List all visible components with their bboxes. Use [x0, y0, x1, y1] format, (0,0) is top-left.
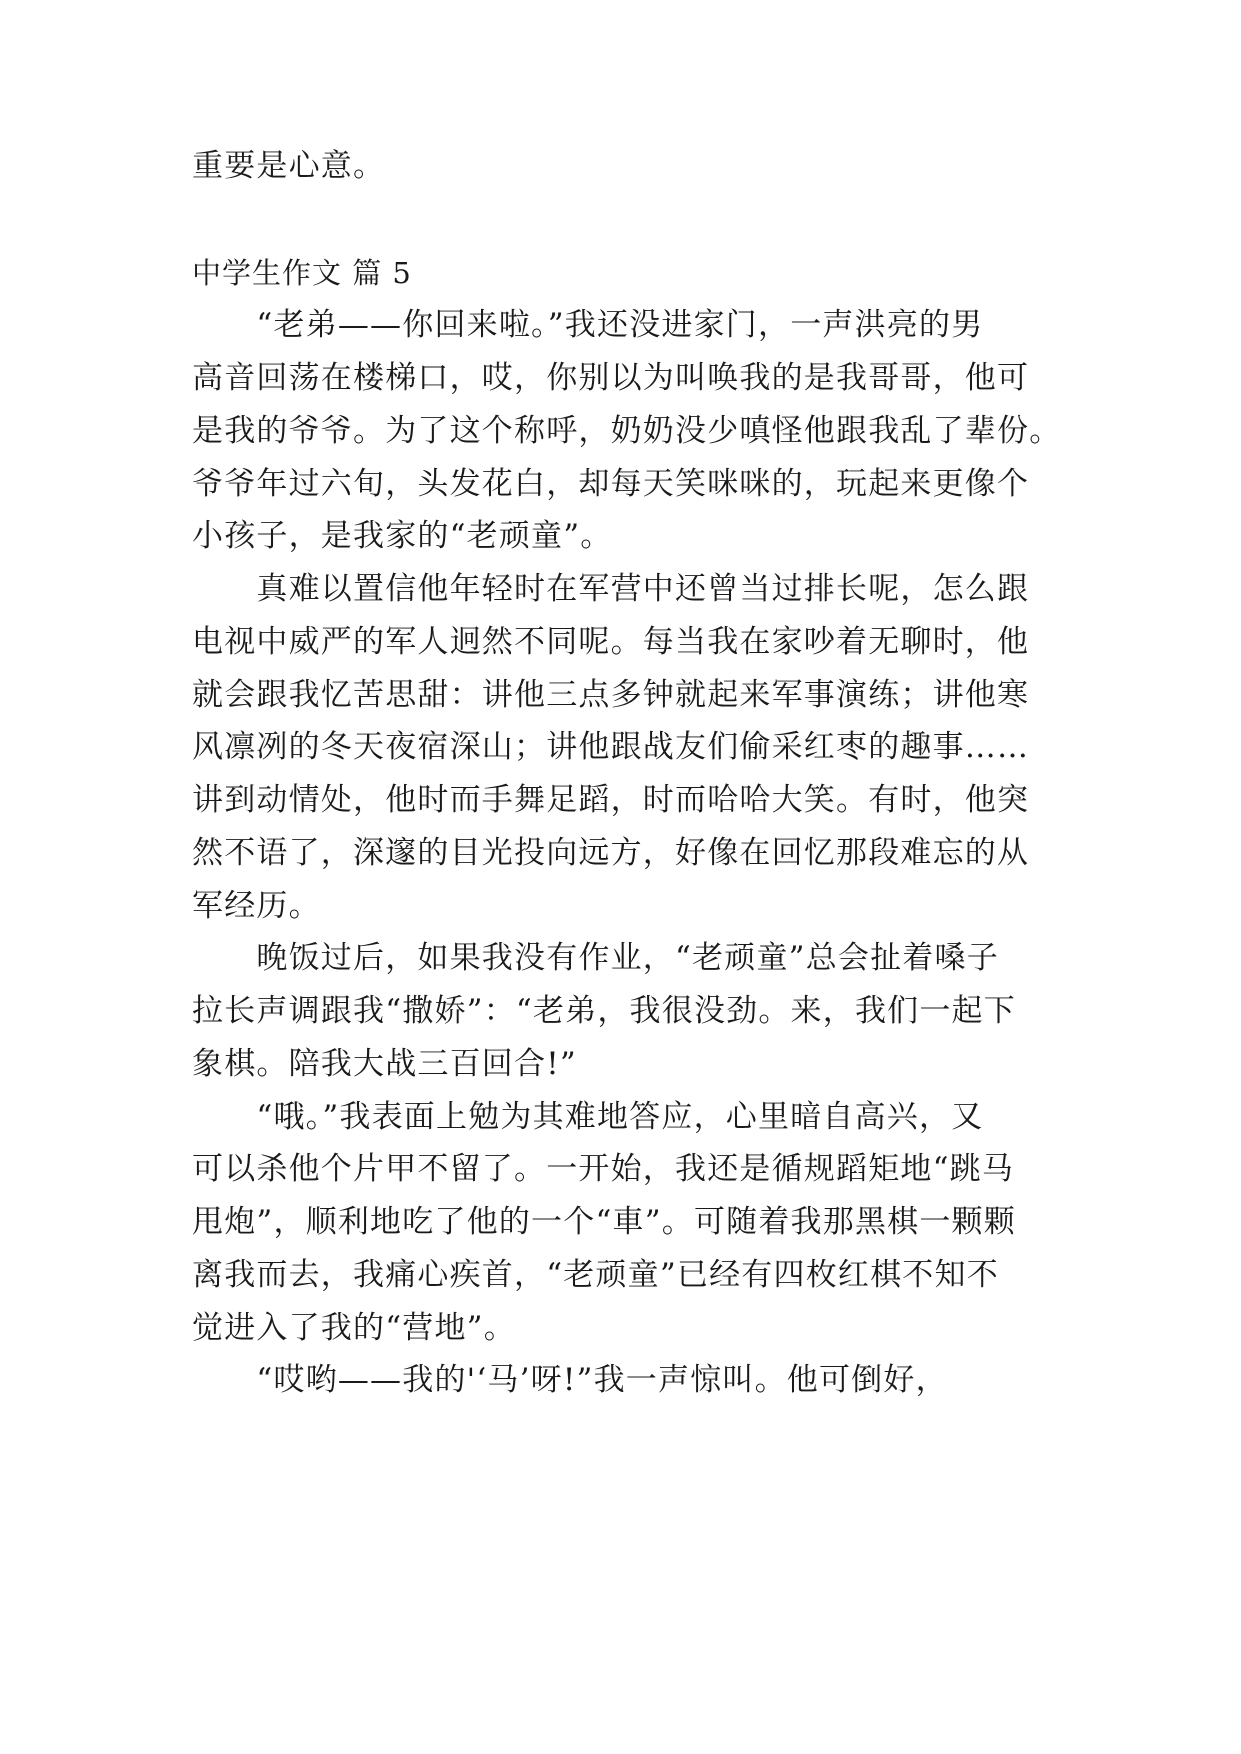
text-line: “哦。”我表面上勉为其难地答应，心里暗自高兴，又 [192, 1099, 984, 1135]
text-line: 军经历。 [192, 888, 321, 924]
text-line: 象棋。陪我大战三百回合!” [192, 1046, 577, 1082]
text-line: “哎哟——我的'‘马’呀!”我一声惊叫。他可倒好， [192, 1362, 948, 1398]
text-line: 是我的爷爷。为了这个称呼，奶奶没少嗔怪他跟我乱了辈份。 [192, 413, 1062, 449]
text-line: 甩炮”，顺利地吃了他的一个“車”。可随着我那黑棋一颗颗 [192, 1204, 1016, 1240]
text-line: “老弟——你回来啦。”我还没进家门，一声洪亮的男 [192, 307, 984, 343]
text-line: 电视中威严的军人迥然不同呢。每当我在家吵着无聊时，他 [192, 624, 1030, 660]
text-line: 爷爷年过六旬，头发花白，却每天笑咪咪的，玩起来更像个 [192, 466, 1030, 502]
text-line: 小孩子，是我家的“老顽童”。 [192, 518, 613, 554]
text-line: 晚饭过后，如果我没有作业，“老顽童”总会扯着嗓子 [192, 940, 999, 976]
text-line: 可以杀他个片甲不留了。一开始，我还是循规蹈矩地“跳马 [192, 1151, 1015, 1187]
text-line: 风凛冽的冬天夜宿深山；讲他跟战友们偷采红枣的趣事…… [192, 729, 1030, 765]
text-line: 真难以置信他年轻时在军营中还曾当过排长呢，怎么跟 [192, 571, 1030, 607]
text-line: 离我而去，我痛心疾首，“老顽童”已经有四枚红棋不知不 [192, 1257, 999, 1293]
essay-heading: 中学生作文 篇 5 [192, 256, 412, 290]
text-line: 讲到动情处，他时而手舞足蹈，时而哈哈大笑。有时，他突 [192, 782, 1030, 818]
text-line: 拉长声调跟我“撒娇”：“老弟，我很没劲。来，我们一起下 [192, 993, 1016, 1029]
text-line: 觉进入了我的“营地”。 [192, 1310, 516, 1346]
text-line: 然不语了，深邃的目光投向远方，好像在回忆那段难忘的从 [192, 835, 1030, 871]
text-line: 就会跟我忆苦思甜：讲他三点多钟就起来军事演练；讲他寒 [192, 677, 1030, 713]
paragraph-fragment: 重要是心意。 [192, 148, 386, 184]
text-line: 高音回荡在楼梯口，哎，你别以为叫唤我的是我哥哥，他可 [192, 360, 1030, 396]
